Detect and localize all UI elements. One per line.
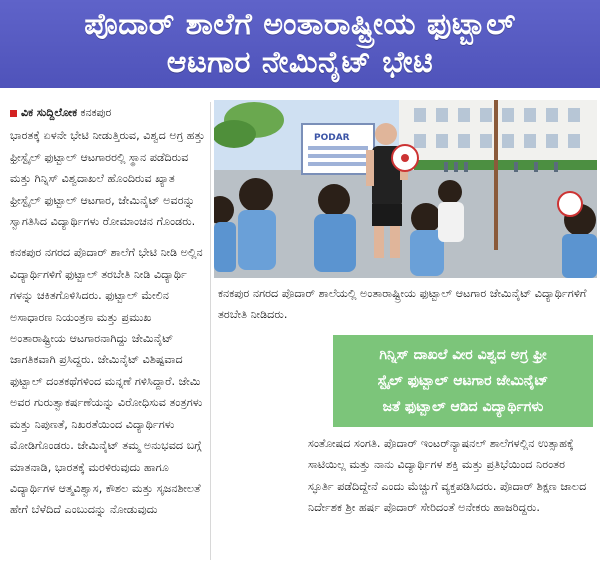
photo-caption: ಕನಕಪುರ ನಗರದ ಪೊದಾರ್ ಶಾಲೆಯಲ್ಲಿ ಅಂತಾರಾಷ್ಟ್ರೀಯ ಫುಟ್ಬಾಲ್ ಆಟಗಾರ ಜೇಮಿನೈಟ್ ವಿದ್ಯಾರ್ಥಿಗಳಿಗೆ ತರಬೇತಿ ನೀಡಿದರು. — [218, 287, 587, 321]
article-right-column: ಸಂತೋಷದ ಸಂಗತಿ. ಪೊದಾರ್ ಇಂಟರ್‌ನ್ಯಾಷನಲ್ ಶಾಲೆಗಳಲ್ಲಿನ ಉತ್ಸಾಹಕ್ಕೆ ಸಾಟಿಯಿಲ್ಲ ಮತ್ತು ನಾನು ವಿದ್ಯಾರ್ಥಿಗಳ ಶಕ್ತಿ ಮತ್ತು ಪ್ರತಿಭೆಯಿಂದ ನಿರಂತರ ಸ್ಫೂರ್ತಿ ಪಡೆದಿದ್ದೇನೆ ಎಂದು ಮೆಚ್ಚುಗೆ ವ್ಯಕ್ತಪಡಿಸಿದರು. ಪೊದಾರ್ ಶಿಕ್ಷಣ ಜಾಲದ ನಿರ್ದೇಶಕ ಶ್ರೀ ಹರ್ಷ ಪೊದಾರ್ ಸೇರಿದಂತೆ ಅನೇಕರು ಹಾಜರಿದ್ದರು. — [308, 437, 587, 515]
byline — [10, 102, 208, 123]
article-left-column — [10, 102, 208, 562]
headline-band — [0, 0, 600, 88]
highlight-box — [333, 335, 593, 427]
highlight-line-2: ಸ್ಟೈಲ್ ಫುಟ್ಬಾಲ್ ಆಟಗಾರ ಜೇಮಿನೈಟ್ — [377, 373, 549, 389]
body-paragraph-1: ಭಾರತಕ್ಕೆ ಏಳನೇ ಭೇಟಿ ನೀಡುತ್ತಿರುವ, ವಿಶ್ವದ ಅಗ್ರ ಹತ್ತು ಫ್ರೀಸ್ಟೈಲ್ ಫುಟ್ಬಾಲ್ ಆಟಗಾರರಲ್ಲಿ ಸ್ಥಾನ ಪಡೆದಿರುವ ಮತ್ತು ಗಿನ್ನಿಸ್ ವಿಶ್ವದಾಖಲೆ ಹೊಂದಿರುವ ಖ್ಯಾತ ಫ್ರೀಸ್ಟೈಲ್ ಫುಟ್ಬಾಲ್ ಆಟಗಾರ, ಜೇಮಿನೈಟ್ ಅವರನ್ನು ಸ್ವಾಗತಿಸಿದ ವಿದ್ಯಾರ್ಥಿಗಳು ರೋಮಾಂಚನ ಗೊಂಡರು. — [10, 129, 206, 229]
column-divider — [210, 102, 211, 560]
headline-line-1: ಪೊದಾರ್ ಶಾಲೆಗೆ ಅಂತಾರಾಷ್ಟ್ರೀಯ ಫುಟ್ಬಾಲ್ — [84, 7, 516, 42]
body-paragraph-2: ಕನಕಪುರ ನಗರದ ಪೊದಾರ್ ಶಾಲೆಗೆ ಭೇಟಿ ನೀಡಿ ಅಲ್ಲಿನ ವಿದ್ಯಾರ್ಥಿಗಳಿಗೆ ಫುಟ್ಬಾಲ್ ತರಬೇತಿ ನೀಡಿ ವಿದ್ಯಾರ್ಥಿ ಗಳನ್ನು ಚಕಿತಗೊಳಿಸಿದರು. ಫುಟ್ಬಾಲ್ ಮೇಲಿನ ಅಸಾಧಾರಣ ನಿಯಂತ್ರಣ ಮತ್ತು ಪ್ರಮುಖ ಅಂತಾರಾಷ್ಟ್ರೀಯ ಆಟಗಾರನಾಗಿದ್ದು ಜೇಮಿನೈಟ್ ಜಾಗತಿಕವಾಗಿ ಪ್ರಸಿದ್ದರು. ಜೇಮಿನೈಟ್ ವಿಶಿಷ್ಟವಾದ ಫುಟ್ಬಾಲ್ ದಂತಕಥೆಗಳಿಂದ ಮನ್ನಣೆ ಗಳಿಸಿದ್ದಾರೆ. ಜೇಮಿ ಅವರ ಗುರುತ್ವಾಕರ್ಷಣೆಯನ್ನು ವಿರೋಧಿಸುವ ತಂತ್ರಗಳು ಮತ್ತು ನಿಪುಣತೆ, ನಿಖರತೆಯಿಂದ ವಿದ್ಯಾರ್ಥಿಗಳು ಮೋಡಿಗೊಂಡರು. ಜೇಮಿನೈಟ್ ತಮ್ಮ ಅನುಭವದ ಬಗ್ಗೆ ಮಾತನಾಡಿ, ಭಾರತಕ್ಕೆ ಮರಳಿರುವುದು ಹಾಗೂ ವಿದ್ಯಾರ್ಥಿಗಳ ಆತ್ಮವಿಶ್ವಾಸ, ಕೌಶಲ ಮತ್ತು ಸೃಜನಶೀಲತೆ ಹೇಗೆ ಬೆಳೆದಿದೆ ಎಂಬುದನ್ನು ನೋಡುವುದು — [10, 246, 203, 517]
banner-text: PODAR — [314, 133, 350, 143]
byline-source: ವಿಕ ಸುದ್ದಿಲೋಕ — [21, 106, 78, 119]
headline-line-2: ಆಟಗಾರ ನೇಮಿನೈಟ್ ಭೇಟಿ — [166, 45, 434, 80]
byline-place: ಕನಕಪುರ — [80, 106, 112, 119]
news-photo — [214, 100, 597, 278]
highlight-line-3: ಜತೆ ಫುಟ್ಬಾಲ್ ಆಡಿದ ವಿದ್ಯಾರ್ಥಿಗಳು — [382, 399, 544, 415]
highlight-line-1: ಗಿನ್ನಿಸ್ ದಾಖಲೆ ವೀರ ವಿಶ್ವದ ಅಗ್ರ ಫ್ರೀ — [379, 347, 547, 363]
byline-square-icon — [10, 110, 17, 117]
